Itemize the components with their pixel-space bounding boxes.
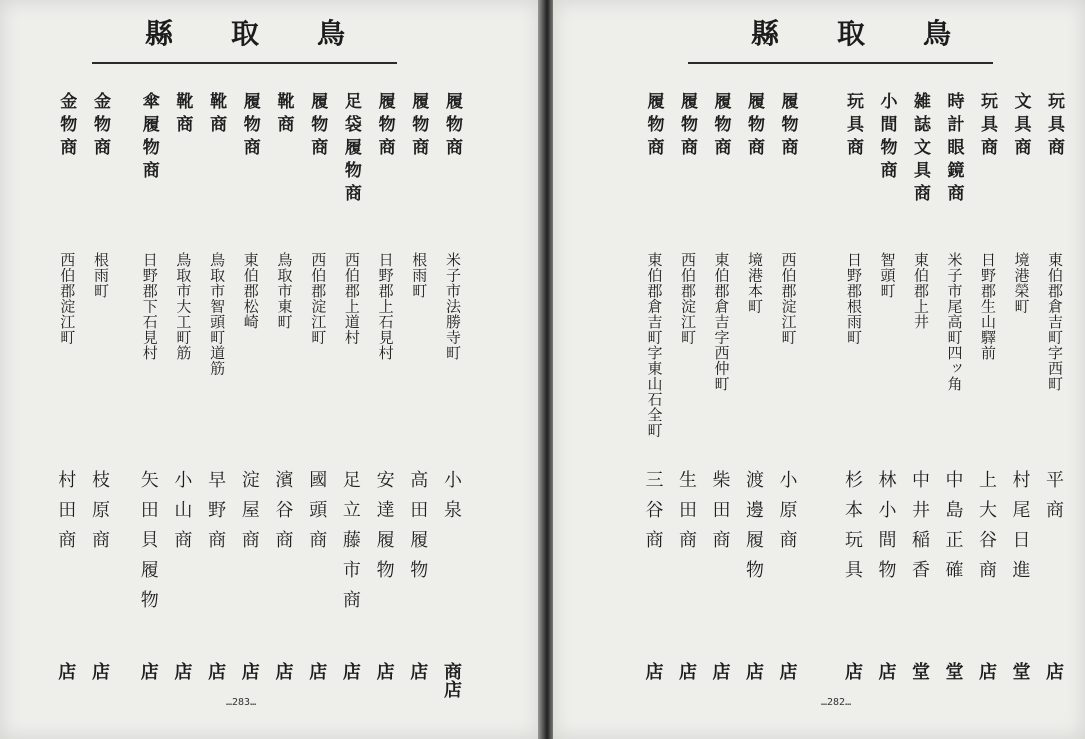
entry-category: 小間物商 (876, 92, 897, 184)
entry-address: 西伯郡淀江町 (309, 252, 328, 345)
entry-category: 靴商 (273, 92, 294, 138)
entry-name: 安達履物 (373, 470, 395, 590)
entry-suffix: 店 (137, 662, 159, 680)
heading-char: 鳥 (922, 17, 951, 50)
heading-char: 取 (230, 17, 259, 50)
entry-suffix: 店 (407, 662, 429, 680)
entry-suffix: 堂 (909, 662, 930, 680)
entry-address: 根雨町 (410, 252, 429, 299)
entry-category: 傘履物商 (138, 92, 159, 184)
entry-category: 履物商 (643, 92, 664, 161)
entry-address: 西伯郡淀江町 (679, 252, 697, 345)
entry-suffix: 店 (776, 662, 798, 680)
directory-entry (168, 0, 193, 739)
entry-address: 東伯郡上井 (912, 252, 930, 330)
heading-char: 鳥 (316, 17, 345, 50)
entry-name: 村田商 (55, 470, 77, 560)
entry-category: 履物商 (307, 92, 328, 161)
entry-name: 高田履物 (407, 470, 429, 590)
entry-suffix: 店 (709, 662, 731, 680)
directory-entry (707, 0, 729, 739)
entry-address: 日野郡上石見村 (376, 252, 395, 361)
entry-category: 雑誌文具商 (910, 92, 930, 207)
entry-category: 履物商 (239, 92, 260, 161)
entry-suffix: 店 (373, 662, 395, 680)
entry-suffix: 店 (642, 662, 664, 680)
directory-entry (906, 0, 928, 739)
entry-category: 履物商 (442, 92, 462, 161)
entry-name: 矢田貝履物 (137, 470, 159, 620)
entry-suffix: 店 (272, 662, 294, 680)
entry-category: 文具商 (1010, 92, 1031, 161)
directory-entry (371, 0, 393, 739)
entry-category: 金物商 (90, 92, 110, 161)
entry-category: 玩具商 (977, 92, 997, 161)
entry-name: 杉本玩具 (842, 470, 863, 590)
entry-address: 東伯郡倉吉町字東山石全町 (645, 252, 664, 438)
entry-suffix: 店 (205, 662, 227, 680)
entry-name: 生田商 (676, 470, 697, 560)
entry-suffix: 店 (306, 662, 328, 680)
entry-category: 玩具商 (843, 92, 863, 161)
entry-suffix: 店 (976, 662, 997, 680)
directory-entry (86, 0, 108, 739)
entry-category: 足袋履物商 (340, 92, 361, 207)
entry-name: 村尾日進 (1009, 470, 1031, 590)
entry-suffix: 店 (238, 662, 260, 680)
entry-name: 早野商 (205, 470, 227, 560)
entry-name: 足立藤市商 (339, 470, 361, 620)
directory-entry (940, 0, 962, 739)
heading-char: 取 (836, 17, 865, 50)
entry-address: 日野郡下石見村 (140, 252, 159, 361)
directory-entry (270, 0, 292, 739)
entry-suffix: 商店 (441, 662, 462, 698)
directory-entry (973, 0, 995, 739)
directory-entry (135, 0, 157, 739)
entry-category: 靴商 (172, 92, 193, 138)
directory-entry (839, 0, 861, 739)
entry-category: 履物商 (677, 92, 697, 161)
entry-address: 境港本町 (746, 252, 764, 314)
entry-address: 日野郡根雨町 (845, 252, 863, 345)
entry-name: 柴田商 (709, 470, 731, 560)
entry-address: 東伯郡倉吉字西仲町 (712, 252, 731, 392)
entry-category: 履物商 (374, 92, 395, 161)
page-left (0, 0, 540, 739)
entry-suffix: 店 (89, 662, 110, 680)
entry-name: 濱谷商 (272, 470, 294, 560)
entry-name: 淀屋商 (238, 470, 260, 560)
directory-entry (740, 0, 762, 739)
entry-name: 三谷商 (642, 470, 664, 560)
entry-suffix: 堂 (942, 662, 964, 680)
entry-name: 小原商 (776, 470, 798, 560)
entry-category: 履物商 (777, 92, 798, 161)
directory-entry (1040, 0, 1062, 739)
directory-entry (236, 0, 258, 739)
entry-address: 日野郡生山驛前 (979, 252, 997, 361)
entry-name: 平商 (1043, 470, 1064, 530)
page-number: …283… (226, 697, 257, 708)
directory-entry (52, 0, 77, 739)
entry-address: 米子市尾高町四ッ角 (945, 252, 964, 392)
directory-entry (303, 0, 328, 739)
directory-entry (337, 0, 359, 739)
entry-suffix: 店 (55, 662, 77, 680)
entry-name: 林小間物 (875, 470, 897, 590)
entry-address: 東伯郡倉吉町字西町 (1046, 252, 1064, 392)
entry-address: 鳥取市東町 (275, 252, 294, 330)
entry-name: 國頭商 (306, 470, 328, 560)
entry-address: 鳥取市智頭町道筋 (208, 252, 227, 376)
entry-name: 渡邊履物 (743, 470, 764, 590)
directory-entry (673, 0, 695, 739)
entry-address: 東伯郡松崎 (241, 252, 260, 330)
entry-address: 根雨町 (92, 252, 110, 299)
heading-char: 縣 (751, 17, 780, 50)
entry-address: 境港榮町 (1012, 252, 1031, 314)
entry-category: 玩具商 (1044, 92, 1064, 161)
directory-entry (774, 0, 796, 739)
entry-category: 履物商 (408, 92, 429, 161)
page-number: …282… (821, 697, 852, 708)
entry-address: 西伯郡上道村 (342, 252, 361, 345)
entry-address: 米子市法勝寺町 (444, 252, 462, 361)
directory-entry (438, 0, 460, 739)
entry-suffix: 店 (743, 662, 764, 680)
entry-name: 小泉 (441, 470, 462, 530)
entry-suffix: 店 (676, 662, 697, 680)
entry-category: 金物商 (56, 92, 77, 161)
entry-category: 時計眼鏡商 (943, 92, 964, 207)
directory-entry (404, 0, 429, 739)
heading-char: 縣 (145, 17, 174, 50)
entry-address: 西伯郡淀江町 (779, 252, 798, 345)
directory-entry (640, 0, 662, 739)
entry-name: 中島正確 (942, 470, 964, 590)
entry-address: 智頭町 (878, 252, 897, 299)
directory-entry (1007, 0, 1029, 739)
directory-entry (873, 0, 895, 739)
entry-name: 小山商 (171, 470, 193, 560)
entry-suffix: 店 (339, 662, 361, 680)
entry-suffix: 店 (842, 662, 863, 680)
entry-suffix: 店 (875, 662, 897, 680)
entry-name: 枝原商 (89, 470, 110, 560)
entry-category: 履物商 (744, 92, 764, 161)
entry-name: 上大谷商 (976, 470, 997, 590)
entry-category: 履物商 (710, 92, 731, 161)
entry-suffix: 店 (1043, 662, 1064, 680)
entry-suffix: 店 (171, 662, 193, 680)
entry-category: 靴商 (206, 92, 227, 138)
page-right (553, 0, 1085, 739)
entry-suffix: 堂 (1009, 662, 1031, 680)
entry-name: 中井稲香 (909, 470, 930, 590)
directory-entry (202, 0, 227, 739)
entry-address: 鳥取市大工町筋 (174, 252, 193, 361)
entry-address: 西伯郡淀江町 (58, 252, 77, 345)
